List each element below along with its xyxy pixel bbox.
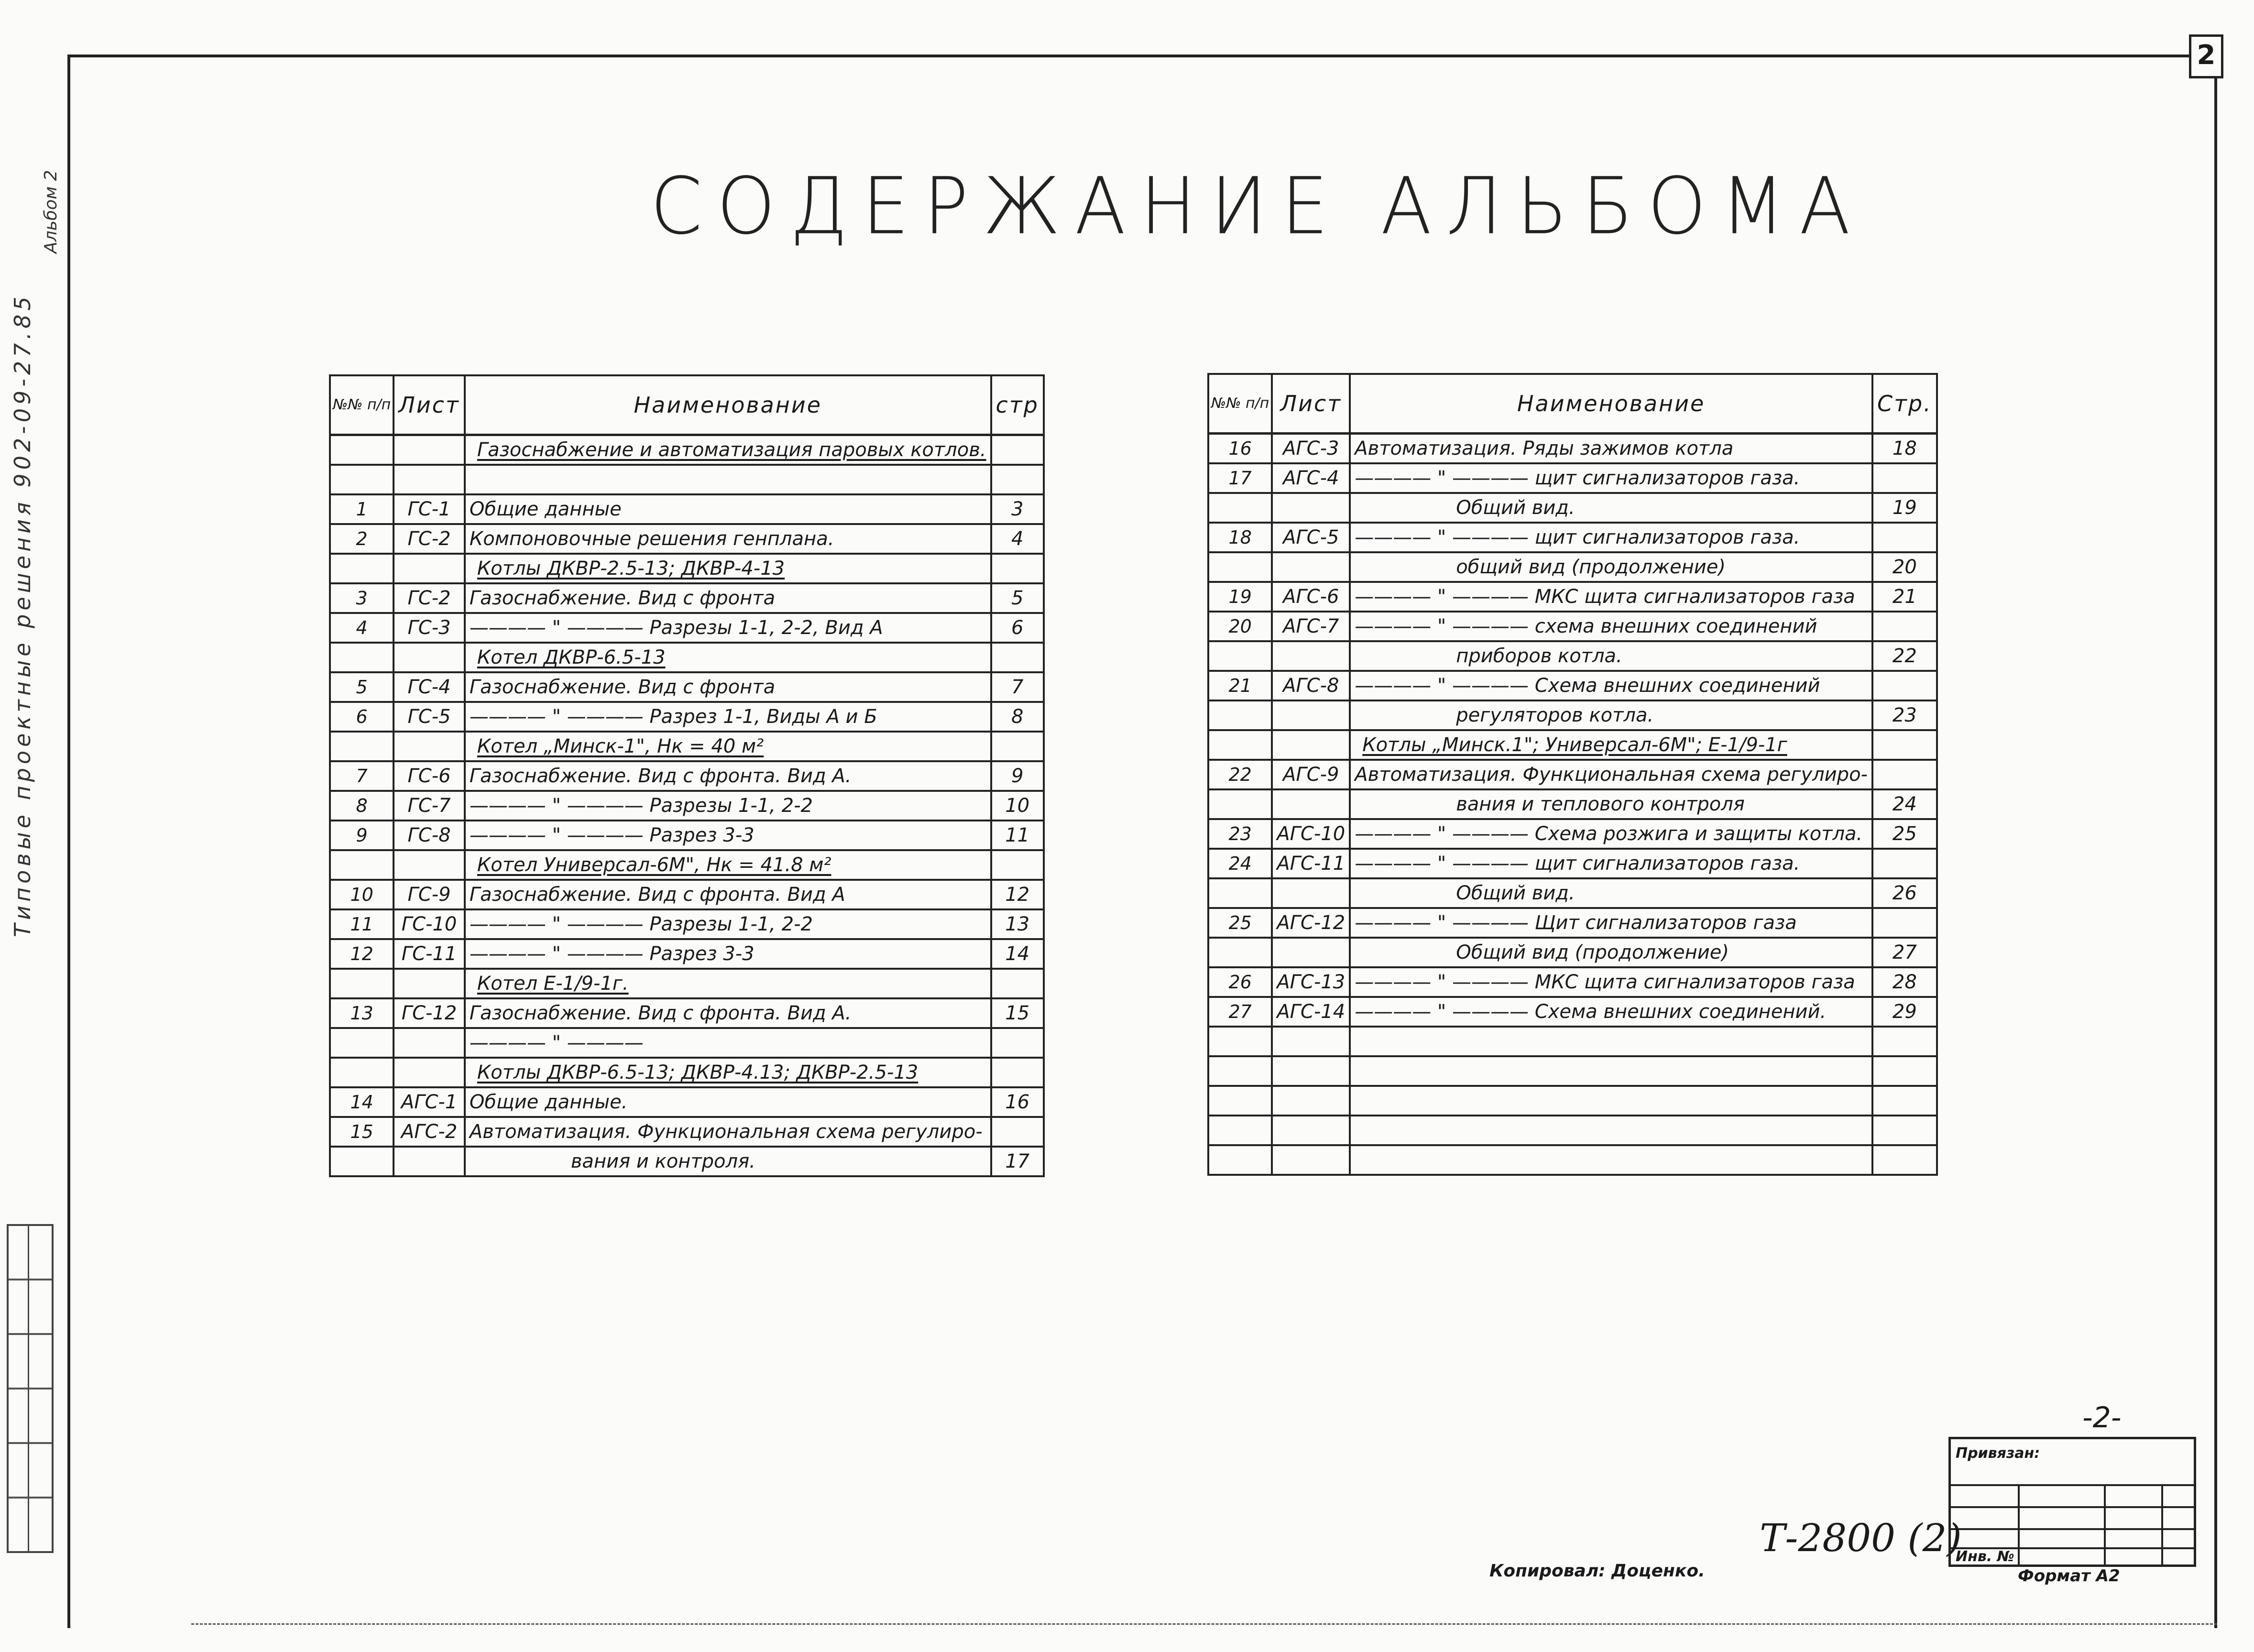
row-number: 10 — [330, 880, 394, 909]
row-sheet — [1272, 1116, 1350, 1145]
row-page — [1872, 760, 1937, 789]
table-row — [1208, 641, 1937, 671]
header-no: №№ п/п — [330, 375, 394, 435]
row-page: 13 — [991, 909, 1044, 939]
row-name: ———— " ———— щит сигнализаторов газа. — [1350, 523, 1872, 552]
row-number: 22 — [1208, 760, 1272, 789]
row-name — [465, 465, 991, 494]
row-page — [1872, 908, 1937, 938]
row-name: вания и контроля. — [465, 1147, 991, 1176]
row-sheet: ГС-1 — [394, 494, 465, 524]
row-name — [1350, 1116, 1872, 1145]
row-number: 11 — [330, 909, 394, 939]
side-album-label: Альбом 2 — [41, 170, 61, 253]
row-number: 14 — [330, 1087, 394, 1117]
row-page: 19 — [1872, 493, 1937, 523]
row-sheet: АГС-12 — [1272, 908, 1350, 938]
row-name: ———— " ———— щит сигнализаторов газа. — [1350, 849, 1872, 878]
row-name: Общие данные. — [465, 1087, 991, 1117]
row-page: 26 — [1872, 878, 1937, 908]
row-page: 21 — [1872, 582, 1937, 612]
row-sheet: АГС-13 — [1272, 967, 1350, 997]
row-number: 5 — [330, 672, 394, 702]
row-sheet: АГС-5 — [1272, 523, 1350, 552]
row-page: 23 — [1872, 700, 1937, 730]
row-sheet — [1272, 493, 1350, 523]
row-sheet — [394, 732, 465, 761]
table-row — [1208, 582, 1937, 612]
row-name: ———— " ———— Разрез 1-1, Виды А и Б — [465, 702, 991, 732]
row-name: Котлы ДКВР-6.5-13; ДКВР-4.13; ДКВР-2.5-13 — [465, 1058, 991, 1087]
table-row — [1208, 1116, 1937, 1145]
row-number — [1208, 1145, 1272, 1175]
row-name: Котел ДКВР-6.5-13 — [465, 643, 991, 672]
row-sheet — [1272, 1145, 1350, 1175]
row-name — [1350, 1056, 1872, 1086]
row-name: Общий вид (продолжение) — [1350, 938, 1872, 967]
row-number: 9 — [330, 821, 394, 850]
row-page: 5 — [991, 583, 1044, 613]
row-page — [991, 1058, 1044, 1087]
row-page — [991, 969, 1044, 998]
row-sheet — [1272, 700, 1350, 730]
header-name: Наименование — [465, 375, 991, 435]
row-sheet — [1272, 1027, 1350, 1056]
row-name: ———— " ———— Разрезы 1-1, 2-2 — [465, 791, 991, 821]
row-sheet — [394, 969, 465, 998]
row-sheet: АГС-14 — [1272, 997, 1350, 1027]
row-number — [1208, 1116, 1272, 1145]
copied-by: Копировал: Доценко. — [1489, 1561, 1705, 1581]
row-number: 18 — [1208, 523, 1272, 552]
row-number: 6 — [330, 702, 394, 732]
table-row — [330, 850, 1044, 880]
table-row — [1208, 1056, 1937, 1086]
header-sheet: Лист — [1272, 374, 1350, 434]
row-sheet: АГС-1 — [394, 1087, 465, 1117]
table-row — [1208, 493, 1937, 523]
row-number: 7 — [330, 761, 394, 791]
table-row — [330, 702, 1044, 732]
table-row — [1208, 1145, 1937, 1175]
row-name: ———— " ———— Схема розжига и защиты котла. — [1350, 819, 1872, 849]
row-page — [1872, 849, 1937, 878]
row-sheet — [1272, 1056, 1350, 1086]
table-row — [1208, 1027, 1937, 1056]
table-row — [330, 554, 1044, 583]
row-sheet: ГС-8 — [394, 821, 465, 850]
header-page: стр — [991, 375, 1044, 435]
row-page — [991, 643, 1044, 672]
table-row — [330, 998, 1044, 1028]
row-number: 19 — [1208, 582, 1272, 612]
row-name: регуляторов котла. — [1350, 700, 1872, 730]
row-page: 18 — [1872, 434, 1937, 464]
row-number — [1208, 700, 1272, 730]
row-number — [1208, 493, 1272, 523]
row-name: Автоматизация. Ряды зажимов котла — [1350, 434, 1872, 464]
row-sheet — [394, 465, 465, 494]
row-name: ———— " ———— Разрезы 1-1, 2-2, Вид А — [465, 613, 991, 643]
row-name: ———— " ———— щит сигнализаторов газа. — [1350, 463, 1872, 493]
row-sheet: ГС-3 — [394, 613, 465, 643]
row-name: Общий вид. — [1350, 493, 1872, 523]
row-page: 24 — [1872, 789, 1937, 819]
row-sheet: ГС-10 — [394, 909, 465, 939]
row-name: Общие данные — [465, 494, 991, 524]
row-page: 4 — [991, 524, 1044, 554]
row-number: 21 — [1208, 671, 1272, 700]
row-sheet: ГС-12 — [394, 998, 465, 1028]
row-number: 25 — [1208, 908, 1272, 938]
row-page — [991, 732, 1044, 761]
row-sheet: АГС-9 — [1272, 760, 1350, 789]
table-row — [1208, 908, 1937, 938]
row-number — [1208, 1056, 1272, 1086]
row-sheet: АГС-4 — [1272, 463, 1350, 493]
row-sheet: ГС-6 — [394, 761, 465, 791]
row-sheet: АГС-3 — [1272, 434, 1350, 464]
row-page: 6 — [991, 613, 1044, 643]
row-name: ———— " ———— схема внешних соединений — [1350, 612, 1872, 641]
row-name: Газоснабжение. Вид с фронта. Вид А — [465, 880, 991, 909]
row-sheet — [1272, 789, 1350, 819]
row-name: Газоснабжение и автоматизация паровых котлов. — [465, 435, 991, 465]
row-sheet — [1272, 1086, 1350, 1116]
row-page — [1872, 1116, 1937, 1145]
row-page: 12 — [991, 880, 1044, 909]
table-row — [1208, 819, 1937, 849]
row-name: Котлы ДКВР-2.5-13; ДКВР-4-13 — [465, 554, 991, 583]
row-sheet: ГС-7 — [394, 791, 465, 821]
row-name: ———— " ———— Разрезы 1-1, 2-2 — [465, 909, 991, 939]
row-page: 25 — [1872, 819, 1937, 849]
header-page: Стр. — [1872, 374, 1937, 434]
table-row — [330, 613, 1044, 643]
row-page — [991, 465, 1044, 494]
row-page: 9 — [991, 761, 1044, 791]
table-row — [330, 465, 1044, 494]
header-no: №№ п/п — [1208, 374, 1272, 434]
row-number — [1208, 938, 1272, 967]
row-name: Автоматизация. Функциональная схема регулиро- — [465, 1117, 991, 1147]
table-row — [1208, 938, 1937, 967]
row-sheet: ГС-4 — [394, 672, 465, 702]
row-page: 22 — [1872, 641, 1937, 671]
table-row — [330, 732, 1044, 761]
frame-bottom-line — [191, 1623, 2217, 1625]
table-row — [330, 643, 1044, 672]
row-sheet — [1272, 641, 1350, 671]
row-page: 15 — [991, 998, 1044, 1028]
table-row — [1208, 730, 1937, 760]
row-page: 29 — [1872, 997, 1937, 1027]
table-row — [1208, 1086, 1937, 1116]
row-number — [1208, 641, 1272, 671]
row-number — [330, 465, 394, 494]
side-approval-stamp — [7, 1224, 54, 1553]
stamp-inv-label: Инв. № — [1956, 1548, 2014, 1565]
row-page: 10 — [991, 791, 1044, 821]
row-number: 23 — [1208, 819, 1272, 849]
table-row — [1208, 552, 1937, 582]
row-page — [1872, 1086, 1937, 1116]
row-page — [991, 1028, 1044, 1058]
row-name: Общий вид. — [1350, 878, 1872, 908]
row-page: 8 — [991, 702, 1044, 732]
table-row — [330, 672, 1044, 702]
row-name: ———— " ———— — [465, 1028, 991, 1058]
table-row — [1208, 434, 1937, 464]
row-number: 24 — [1208, 849, 1272, 878]
table-row — [1208, 612, 1937, 641]
row-sheet — [1272, 878, 1350, 908]
row-number: 8 — [330, 791, 394, 821]
row-name: Автоматизация. Функциональная схема регулиро- — [1350, 760, 1872, 789]
row-page — [1872, 1145, 1937, 1175]
row-name — [1350, 1086, 1872, 1116]
row-sheet: ГС-2 — [394, 524, 465, 554]
row-number — [330, 1147, 394, 1176]
row-number — [1208, 730, 1272, 760]
table-row — [330, 821, 1044, 850]
row-sheet: ГС-11 — [394, 939, 465, 969]
row-name: Котел Универсал-6М", Нк = 41.8 м² — [465, 850, 991, 880]
sheet-format: Формат А2 — [2018, 1566, 2120, 1586]
sheet-number: 2 — [2189, 34, 2223, 78]
row-name: Котлы „Минск.1"; Универсал-6М"; Е-1/9-1г — [1350, 730, 1872, 760]
row-page — [991, 850, 1044, 880]
row-number: 1 — [330, 494, 394, 524]
table-row — [330, 791, 1044, 821]
row-page: 3 — [991, 494, 1044, 524]
table-row — [1208, 997, 1937, 1027]
row-number: 26 — [1208, 967, 1272, 997]
page-mark: -2- — [2082, 1401, 2122, 1434]
row-number: 13 — [330, 998, 394, 1028]
table-row — [330, 583, 1044, 613]
row-number: 12 — [330, 939, 394, 969]
table-row — [1208, 523, 1937, 552]
header-name: Наименование — [1350, 374, 1872, 434]
row-name: Котел Е-1/9-1г. — [465, 969, 991, 998]
row-sheet — [394, 643, 465, 672]
row-number — [330, 1028, 394, 1058]
row-page: 28 — [1872, 967, 1937, 997]
row-sheet — [394, 554, 465, 583]
row-number: 16 — [1208, 434, 1272, 464]
table-row — [330, 939, 1044, 969]
row-number — [1208, 878, 1272, 908]
table-row — [330, 494, 1044, 524]
row-number — [330, 1058, 394, 1087]
row-sheet: АГС-10 — [1272, 819, 1350, 849]
row-name: приборов котла. — [1350, 641, 1872, 671]
table-row — [330, 761, 1044, 791]
side-project-label: Типовые проектные решения 902-09-27.85 — [10, 293, 35, 937]
table-header — [1208, 374, 1937, 434]
row-number: 27 — [1208, 997, 1272, 1027]
row-sheet: АГС-11 — [1272, 849, 1350, 878]
table-row — [1208, 760, 1937, 789]
table-row — [1208, 967, 1937, 997]
row-page: 14 — [991, 939, 1044, 969]
row-number: 17 — [1208, 463, 1272, 493]
table-row — [1208, 849, 1937, 878]
table-row — [330, 969, 1044, 998]
table-row — [330, 524, 1044, 554]
row-name: ———— " ———— Схема внешних соединений — [1350, 671, 1872, 700]
table-header — [330, 375, 1044, 435]
row-sheet — [394, 850, 465, 880]
row-sheet: ГС-9 — [394, 880, 465, 909]
page-title: СОДЕРЖАНИЕ АЛЬБОМА — [650, 160, 1865, 252]
row-page — [1872, 612, 1937, 641]
document-code: Т-2800 (2) — [1760, 1516, 1962, 1560]
contents-table-left — [329, 374, 1045, 1177]
row-page: 7 — [991, 672, 1044, 702]
row-sheet — [1272, 552, 1350, 582]
row-page — [991, 435, 1044, 465]
row-number — [330, 732, 394, 761]
row-number — [1208, 1027, 1272, 1056]
row-number — [1208, 552, 1272, 582]
row-sheet — [1272, 938, 1350, 967]
row-name — [1350, 1027, 1872, 1056]
row-name: вания и теплового контроля — [1350, 789, 1872, 819]
table-row — [330, 909, 1044, 939]
row-sheet: АГС-7 — [1272, 612, 1350, 641]
table-row — [330, 1147, 1044, 1176]
header-sheet: Лист — [394, 375, 465, 435]
row-number — [330, 435, 394, 465]
row-number: 15 — [330, 1117, 394, 1147]
contents-table-right — [1207, 373, 1938, 1176]
row-number: 4 — [330, 613, 394, 643]
row-page — [1872, 730, 1937, 760]
row-name: общий вид (продолжение) — [1350, 552, 1872, 582]
row-number — [1208, 1086, 1272, 1116]
stamp-bound-label: Привязан: — [1956, 1445, 2040, 1462]
row-page — [1872, 1056, 1937, 1086]
row-name: Газоснабжение. Вид с фронта. Вид А. — [465, 761, 991, 791]
row-sheet: АГС-2 — [394, 1117, 465, 1147]
row-name: Котел „Минск-1", Нк = 40 м² — [465, 732, 991, 761]
row-page — [1872, 463, 1937, 493]
table-row — [330, 1087, 1044, 1117]
row-sheet — [394, 1028, 465, 1058]
row-number — [330, 850, 394, 880]
row-number — [330, 969, 394, 998]
row-name: ———— " ———— Разрез 3-3 — [465, 821, 991, 850]
row-name: Компоновочные решения генплана. — [465, 524, 991, 554]
row-sheet — [394, 435, 465, 465]
table-row — [330, 1058, 1044, 1087]
table-row — [330, 1028, 1044, 1058]
row-sheet: АГС-6 — [1272, 582, 1350, 612]
table-row — [1208, 878, 1937, 908]
title-block-stamp — [1948, 1437, 2196, 1567]
row-name: ———— " ———— Схема внешних соединений. — [1350, 997, 1872, 1027]
row-sheet — [394, 1147, 465, 1176]
row-name: Газоснабжение. Вид с фронта. Вид А. — [465, 998, 991, 1028]
row-number — [330, 643, 394, 672]
row-sheet: АГС-8 — [1272, 671, 1350, 700]
row-name: ———— " ———— Щит сигнализаторов газа — [1350, 908, 1872, 938]
row-name: Газоснабжение. Вид с фронта — [465, 583, 991, 613]
row-sheet — [1272, 730, 1350, 760]
table-row — [330, 1117, 1044, 1147]
row-name: Газоснабжение. Вид с фронта — [465, 672, 991, 702]
table-row — [330, 880, 1044, 909]
row-page — [991, 1117, 1044, 1147]
row-page — [1872, 671, 1937, 700]
row-page: 20 — [1872, 552, 1937, 582]
row-number: 20 — [1208, 612, 1272, 641]
row-sheet: ГС-2 — [394, 583, 465, 613]
row-page — [991, 554, 1044, 583]
table-row — [1208, 789, 1937, 819]
row-page: 11 — [991, 821, 1044, 850]
row-page — [1872, 1027, 1937, 1056]
row-sheet: ГС-5 — [394, 702, 465, 732]
row-name: ———— " ———— МКС щита сигнализаторов газа — [1350, 967, 1872, 997]
row-page — [1872, 523, 1937, 552]
table-row — [1208, 463, 1937, 493]
row-number: 2 — [330, 524, 394, 554]
row-name: ———— " ———— МКС щита сигнализаторов газа — [1350, 582, 1872, 612]
row-number — [1208, 789, 1272, 819]
row-number: 3 — [330, 583, 394, 613]
table-row — [1208, 700, 1937, 730]
row-page: 27 — [1872, 938, 1937, 967]
row-page: 17 — [991, 1147, 1044, 1176]
table-row — [330, 435, 1044, 465]
row-sheet — [394, 1058, 465, 1087]
row-page: 16 — [991, 1087, 1044, 1117]
table-row — [1208, 671, 1937, 700]
row-number — [330, 554, 394, 583]
row-name — [1350, 1145, 1872, 1175]
row-name: ———— " ———— Разрез 3-3 — [465, 939, 991, 969]
